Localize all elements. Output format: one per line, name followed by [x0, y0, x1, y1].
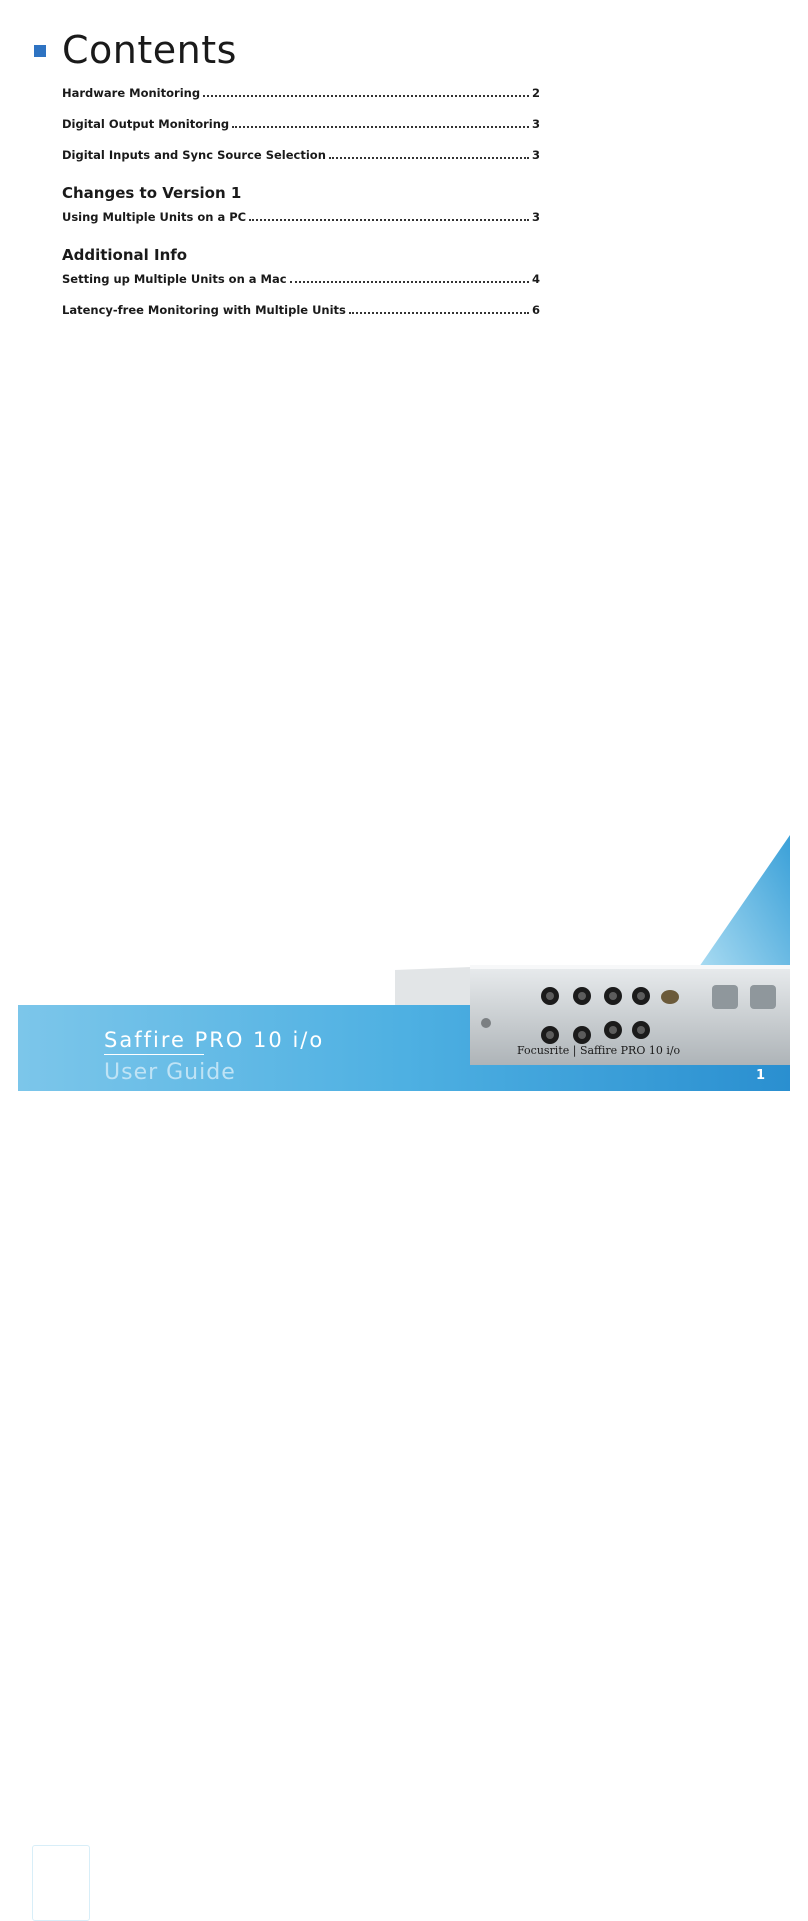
logo-product: Saffire: [44, 1901, 78, 1912]
toc-entry-page: 3: [531, 148, 540, 162]
toc-entry[interactable]: [62, 148, 540, 179]
toc-entry[interactable]: [62, 303, 540, 334]
dot-leader: [203, 87, 529, 97]
dot-leader: [290, 273, 529, 283]
dot-leader: [249, 211, 529, 221]
toc-entry-label: Setting up Multiple Units on a Mac: [62, 272, 287, 286]
toc-entry-label: Digital Inputs and Sync Source Selection: [62, 148, 326, 162]
toc-entry[interactable]: [62, 272, 540, 303]
toc-entry[interactable]: [62, 117, 540, 148]
logo-letter: S: [43, 1861, 83, 1895]
toc-entry-label: Using Multiple Units on a PC: [62, 210, 247, 224]
toc-entry-page: 3: [531, 210, 540, 224]
toc-entry[interactable]: [62, 86, 540, 117]
toc-entry-label: Latency-free Monitoring with Multiple Units: [62, 303, 346, 317]
page-title: Contents: [62, 28, 237, 72]
device-label: Focusrite | Saffire PRO 10 i/o: [517, 1044, 681, 1057]
toc-entry[interactable]: [62, 210, 540, 241]
toc-entry-page: 3: [531, 117, 540, 131]
product-name: Saffire PRO 10 i/o: [104, 1028, 325, 1052]
table-of-contents: [62, 86, 540, 334]
toc-entry-label: Hardware Monitoring: [62, 86, 201, 100]
title-bullet: [34, 45, 46, 57]
toc-section-heading: Additional Info: [62, 246, 188, 264]
focusrite-logo-badge: [32, 1845, 90, 1921]
guide-label: User Guide: [104, 1060, 236, 1085]
toc-entry-page: 6: [531, 303, 540, 317]
toc-section-heading: Changes to Version 1: [62, 184, 242, 202]
toc-entry-page: 2: [531, 86, 540, 100]
logo-brand: Focusrite: [42, 1849, 80, 1858]
dot-leader: [329, 149, 529, 159]
page-number: 1: [756, 1068, 766, 1083]
toc-entry-page: 4: [531, 272, 540, 286]
toc-entry-label: Digital Output Monitoring: [62, 117, 230, 131]
dot-leader: [349, 304, 529, 314]
brand-divider: [104, 1054, 204, 1055]
dot-leader: [232, 118, 529, 128]
